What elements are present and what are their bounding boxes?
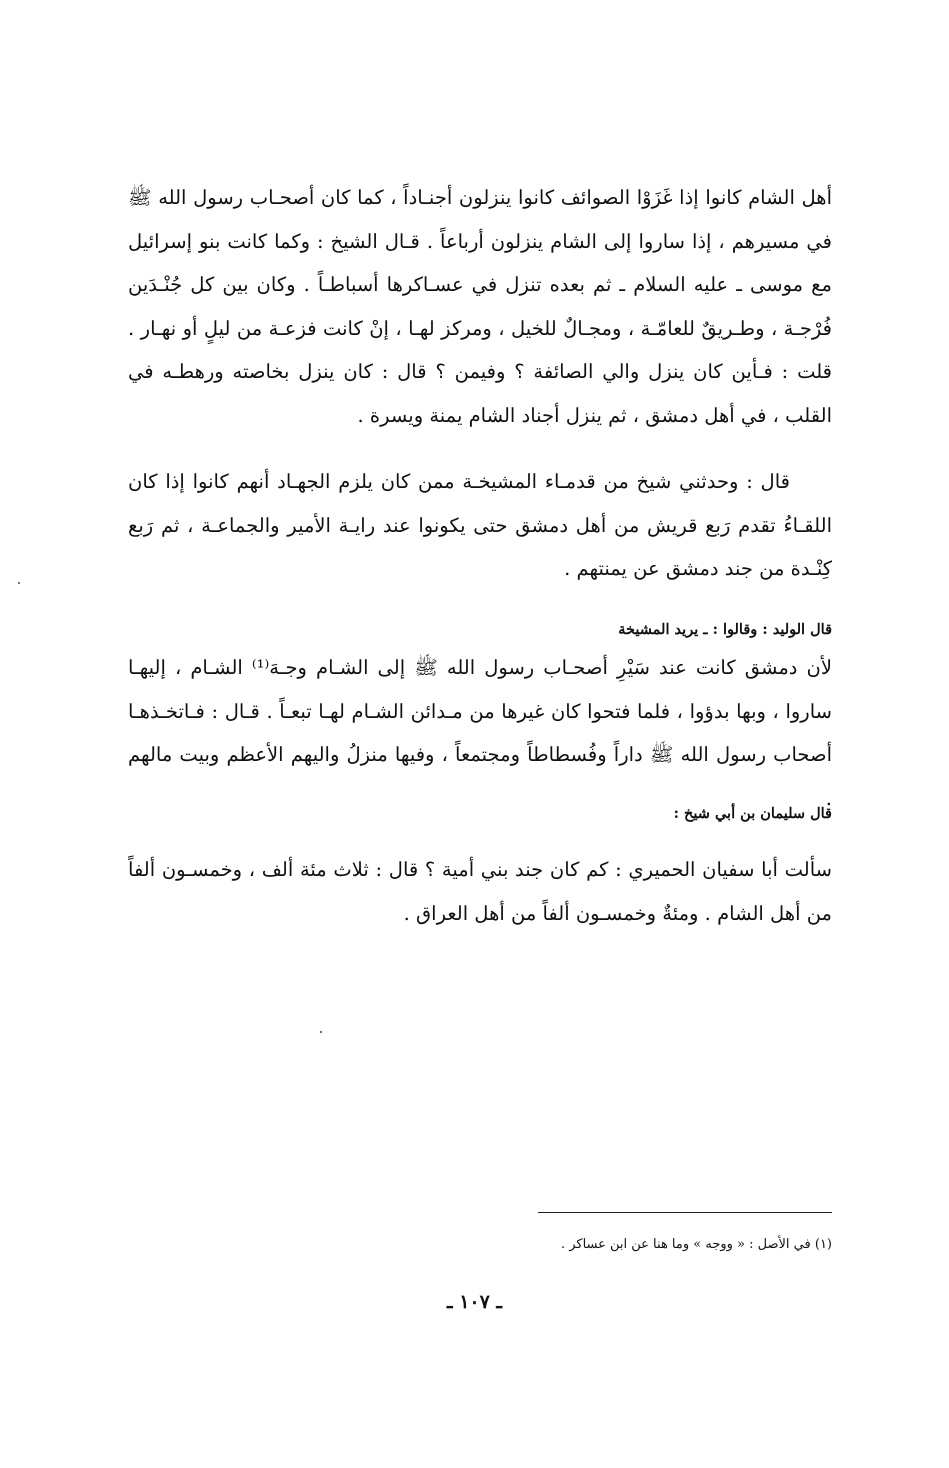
- section-heading-1: قال الوليد : وقالوا : ـ يريد المشيخة: [618, 621, 832, 638]
- paragraph-4-text: سألت أبا سفيان الحميري : كم كان جند بني أمية ؟ قال : ثلاث مئة ألف ، وخمسـون ألفاً من أهل الشام . ومئةٌ وخمسـون ألفاً من أهل العراق .: [128, 858, 832, 925]
- paragraph-4: [128, 848, 832, 935]
- section-heading-2: قال سليمان بن أبي شيخ :: [673, 805, 832, 822]
- footnote-separator: [538, 1212, 832, 1213]
- paragraph-2: [128, 460, 832, 591]
- page-number: ـ ١٠٧ ـ: [447, 1291, 502, 1313]
- paragraph-1-text: أهل الشام كانوا إذا غَزَوْا الصوائف كانوا ينزلون أجنـاداً ، كما كان أصحـاب رسول الله ﷺ في مسيرهم ، إذا ساروا إلى الشام ينزلون أرباعاً . قـال الشيخ : وكما كانت بنو إسرائيل مع موسى ـ عليه السلام ـ ثم بعده تنزل في عسـاكرها أسباطـاً . وكان بين كل جُنْـدَين فُرْجـة ، وطـريقٌ للعامّـة ، ومجـالٌ للخيل ، ومركز لهـا ، إنْ كانت فزعـة من ليلٍ أو نهـار . قلت : فـأين كان ينزل والي الصائفة ؟ وفيمن ؟ قال : كان ينزل بخاصته ورهطـه في القلب ، في أهل دمشق ، ثم ينزل أجناد الشام يمنة ويسرة .: [128, 186, 832, 427]
- paragraph-1: [128, 176, 832, 437]
- paragraph-3: [128, 646, 832, 820]
- scan-speck: [320, 1031, 322, 1033]
- footnote: (١) في الأصل : « ووجه » وما هنا عن ابن عساكر .: [560, 1237, 832, 1252]
- paragraph-3-text: لأن دمشق كانت عند سَيْرِ أصحـاب رسول الله ﷺ إلى الشـام وجـهَ⁽¹⁾ الشـام ، إليهـا ساروا ، وبها بدؤوا ، فلما فتحوا كان غيرها من مـدائن الشـام لهـا تبعـاً . قـال : فـاتخـذهـا أصحاب رسول الله ﷺ داراً وفُسطاطاً ومجتمعاً ، وفيها منزلُ واليهم الأعظم وبيت مالهم .: [128, 656, 832, 810]
- paragraph-2-text: قال : وحدثني شيخ من قدمـاء المشيخـة ممن كان يلزم الجهـاد أنهم كانوا إذا كان اللقـاءُ تقدم رَبع قريش من أهل دمشق حتى يكونوا عند رايـة الأمير والجماعـة ، ثم رَبع كِنْـدة من جند دمشق عن يمنتهم .: [128, 470, 832, 580]
- scan-speck: [18, 582, 20, 584]
